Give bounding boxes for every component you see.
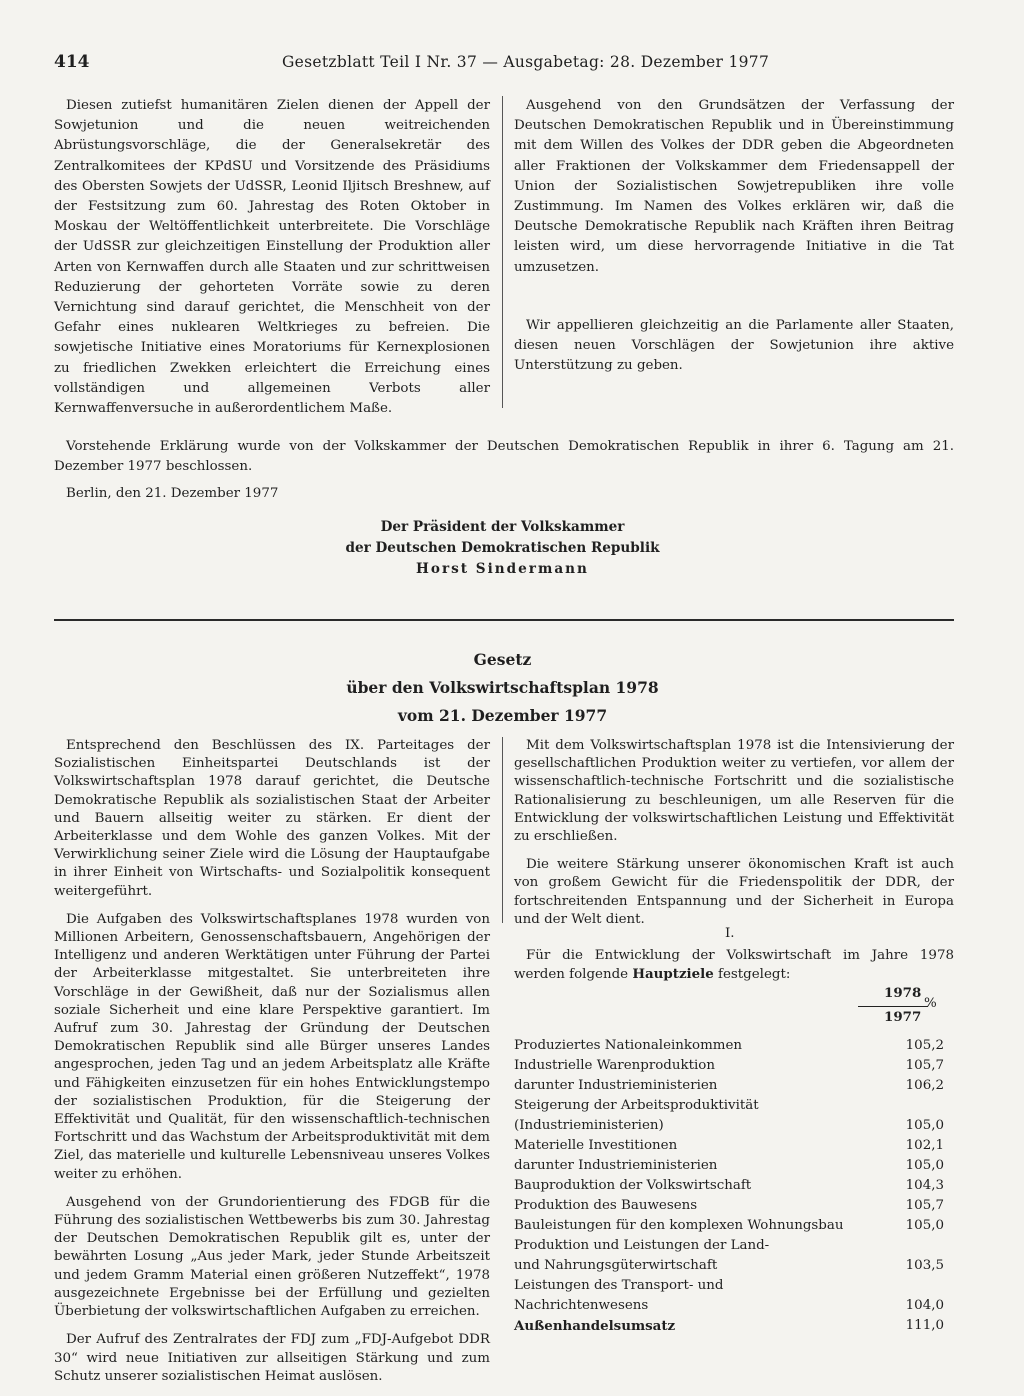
target-value: 104,0 [905,1298,944,1313]
target-label: Materielle Investitionen [514,1138,678,1153]
target-value: 105,7 [905,1058,944,1073]
section-number: I. [725,926,735,941]
ratio-denominator: 1977 [884,1009,922,1025]
target-label: Bauleistungen für den komplexen Wohnungsbau [514,1218,844,1233]
resolution-note: Vorstehende Erklärung wurde von der Volkskammer der Deutschen Demokratischen Republik in ihrer 6. Tagung am 21. Dezember 1977 beschlossen. [54,439,954,474]
targets-table [514,1036,954,1336]
target-label: Produziertes Nationaleinkommen [514,1038,743,1053]
page-number: 414 [54,52,90,72]
target-value: 103,5 [905,1258,944,1273]
target-value: 105,0 [905,1158,944,1173]
target-value: 105,2 [905,1038,944,1053]
ratio-header [858,985,948,1029]
table-row [514,1196,954,1216]
law-title-line-3: vom 21. Dezember 1977 [397,706,608,725]
table-row [514,1216,954,1236]
declaration-right-paragraph-1: Ausgehend von den Grundsätzen der Verfassung der Deutschen Demokratischen Republik und in Übereinstimmung mit dem Willen des Volkes der DDR geben die Abgeordneten aller Fraktionen der Volkskammer dem Friedensappell der Union der Sozialistischen Sowjetrepubliken ihre volle Zustimmung. Im Namen des Volkes erklären wir, daß die Deutsche Demokratische Republik nach Kräften ihren Beitrag leisten wird, um diese hervorragende Initiative in die Tat umzusetzen. [514,98,954,275]
signature-block [0,517,1005,580]
target-value: 105,0 [905,1218,944,1233]
ratio-unit: % [924,996,937,1011]
declaration-right-paragraph-2: Wir appellieren gleichzeitig an die Parlamente aller Staaten, diesen neuen Vorschlägen der Sowjetunion ihre aktive Unterstützung zu geben. [514,317,954,374]
target-label: Industrielle Warenproduktion [514,1058,715,1073]
law-title-line-1: Gesetz [473,650,532,669]
target-label: Leistungen des Transport- und Nachrichtenwesens [514,1278,724,1313]
target-label: darunter Industrieministerien [514,1158,718,1173]
target-label: Bauproduktion der Volkswirtschaft [514,1178,752,1193]
law-right-paragraph: Mit dem Volkswirtschaftsplan 1978 ist die Intensivierung der gesellschaftlichen Produktion weiter zu vertiefen, vor allem der wissenschaftlich-technische Fortschritt und die sozialistische Rationalisierung zu beschleunigen, um alle Reserven für die Entwicklung der volkswirtschaftlichen Leistung und Effektivität zu erschließen. [514,738,954,845]
signature-line-2: der Deutschen Demokratischen Republik [345,540,660,556]
column-divider-bottom [502,737,503,923]
target-value: 106,2 [905,1078,944,1093]
section-divider [54,619,954,621]
law-title [0,646,1005,730]
table-row [514,1316,954,1336]
target-label: Produktion des Bauwesens [514,1198,698,1213]
targets-intro-after: festgelegt: [713,967,791,983]
table-row [514,1176,954,1196]
target-value: 102,1 [905,1138,944,1153]
table-row [514,1236,954,1276]
table-row [514,1136,954,1156]
declaration-right-column [514,96,954,376]
ratio-fraction-line [858,1006,928,1007]
table-row [514,1056,954,1076]
running-title: Gesetzblatt Teil I Nr. 37 — Ausgabetag: 28. Dezember 1977 [282,53,770,71]
law-left-paragraph: Entsprechend den Beschlüssen des IX. Parteitages der Sozialistischen Einheitspartei Deutschlands ist der Volkswirtschaftsplan 1978 darauf gerichtet, die Deutsche Demokratische Republik als sozialistischen Staat der Arbeiter und Bauern allseitig weiter zu stärken. Er dient der Arbeiterklasse und dem Wohle des ganzen Volkes. Mit der Verwirklichung seiner Ziele wird die Lösung der Hauptaufgabe in ihrer Einheit von Wirtschafts- und Sozialpolitik konsequent weitergeführt. [54,738,490,899]
law-right-column [514,737,954,939]
table-row [514,1156,954,1176]
target-label: Produktion und Leistungen der Land- und Nahrungsgüterwirtschaft [514,1238,770,1273]
law-right-paragraph: Die weitere Stärkung unserer ökonomischen Kraft ist auch von großem Gewicht für die Friedenspolitik der DDR, der fortschreitenden Entspannung und der Sicherheit in Europa und der Welt dient. [514,857,954,927]
law-left-paragraph: Ausgehend von der Grundorientierung des FDGB für die Führung des sozialistischen Wettbewerbs bis zum 30. Jahrestag der Deutschen Demokratischen Republik gilt es, unter der bewährten Losung „Aus jeder Mark, jeder Stunde Arbeitszeit und jedem Gramm Material einen größeren Nutzeffekt“, 1978 ausgezeichnete Ergebnisse bei der Erfüllung und gezielten Überbietung der volkswirtschaftlichen Aufgaben zu erreichen. [54,1194,490,1320]
law-left-paragraph: Die Aufgaben des Volkswirtschaftsplanes 1978 wurden von Millionen Arbeitern, Genossenschaftsbauern, Angehörigen der Intelligenz und anderen Werktätigen unter Führung der Partei der Arbeiterklasse mitgestaltet. Sie unterbreiteten ihre Vorschläge in der Gewißheit, daß nur der Sozialismus allen soziale Sicherheit und eine klare Perspektive garantiert. Im Aufruf zum 30. Jahrestag der Gründung der Deutschen Demokratischen Republik sind alle Bürger unseres Landes angesprochen, jeden Tag und an jedem Arbeitsplatz alle Kräfte und Fähigkeiten einzusetzen für ein hohes Entwicklungstempo der sozialistischen Produktion, für die Steigerung der Effektivität und Qualität, für den wissenschaftlich-technischen Fortschritt und das Wachstum der Arbeitsproduktivität mit dem Ziel, das materielle und kulturelle Lebensniveau unseres Volkes weiter zu erhöhen. [54,911,490,1182]
table-row [514,1076,954,1096]
declaration-left-paragraph: Diesen zutiefst humanitären Zielen dienen der Appell der Sowjetunion und die neuen weitreichenden Abrüstungsvorschläge, die der Generalsekretär des Zentralkomitees der KPdSU und Vorsitzende des Präsidiums des Obersten Sowjets der UdSSR, Leonid Iljitsch Breshnew, auf der Festsitzung zum 60. Jahrestag des Roten Oktober in Moskau der Weltöffentlichkeit unterbreitete. Die Vorschläge der UdSSR zur gleichzeitigen Einstellung der Produktion aller Arten von Kernwaffen durch alle Staaten und zur schrittweisen Reduzierung der gehorteten Vorräte sowie zu deren Vernichtung sind darauf gerichtet, die Menschheit von der Gefahr eines nuklearen Weltkrieges zu befreien. Die sowjetische Initiative eines Moratoriums für Kernexplosionen zu friedlichen Zwekken erleichtert die Erreichung eines vollständigen und allgemeinen Verbots aller Kernwaffenversuche in außerordentlichem Maße. [54,98,490,417]
declaration-left-column [54,96,490,419]
target-label: Steigerung der Arbeitsproduktivität (Industrieministerien) [514,1098,759,1133]
signature-line-1: Der Präsident der Volkskammer [380,519,625,535]
page-header [54,52,954,76]
targets-intro-bold: Hauptziele [632,966,714,983]
column-divider-top [502,96,503,408]
law-left-paragraph: Der Aufruf des Zentralrates der FDJ zum „FDJ-Aufgebot DDR 30“ wird neue Initiativen zur allseitigen Stärkung und zum Schutz unserer sozialistischen Heimat auslösen. [54,1332,490,1384]
targets-intro-before: Für die Entwicklung der Volkswirtschaft im Jahre 1978 werden folgende [514,948,954,983]
target-value: 104,3 [905,1178,944,1193]
signature-name: Horst Sindermann [416,561,589,577]
table-row [514,1276,954,1316]
law-title-line-2: über den Volkswirtschaftsplan 1978 [346,678,659,697]
target-value: 105,0 [905,1118,944,1133]
target-label: Außenhandelsumsatz [514,1318,676,1334]
law-left-column [54,737,490,1396]
table-row [514,1096,954,1136]
table-row [514,1036,954,1056]
ratio-numerator: 1978 [884,985,922,1001]
target-label: darunter Industrieministerien [514,1078,718,1093]
targets-intro [514,947,954,984]
target-value: 105,7 [905,1198,944,1213]
target-value: 111,0 [905,1318,944,1333]
place-date: Berlin, den 21. Dezember 1977 [66,486,279,501]
